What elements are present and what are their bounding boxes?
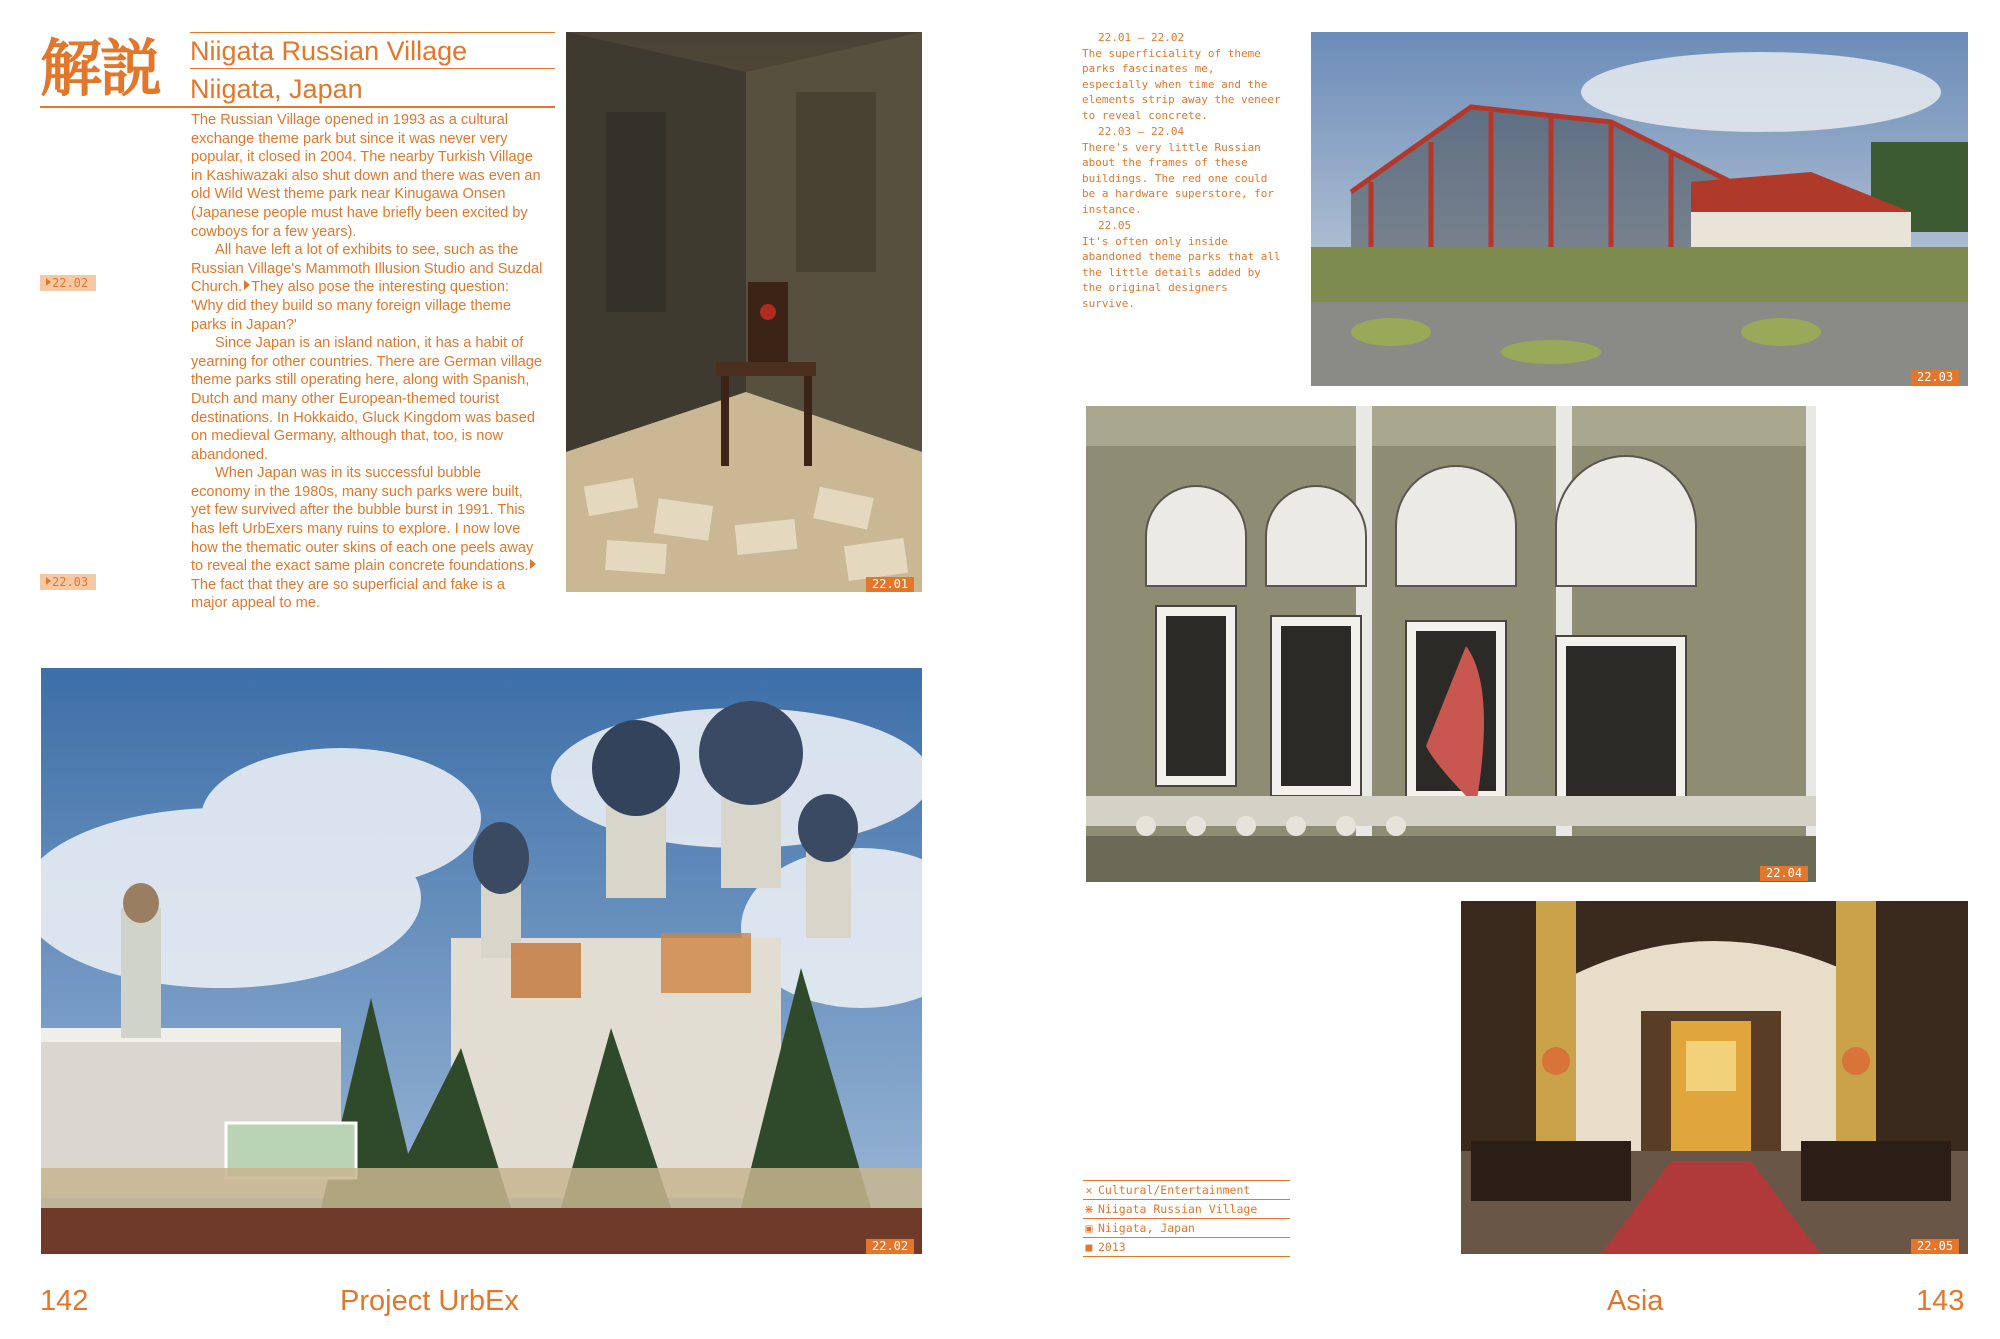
boxed-square-icon: ▣ [1085, 1221, 1093, 1235]
photo-caption-22-01: 22.01 [866, 577, 914, 592]
photo-caption-22-02: 22.02 [866, 1239, 914, 1254]
cross-icon: ✕ [1085, 1183, 1093, 1197]
paragraph: All have left a lot of exhibits to see, such as the Russian Village's Mammoth Illusion Studio and Suzdal Church. They also pose the interesting question: 'Why did they build so many foreign village theme parks in Japan?' [191, 242, 543, 333]
ref-arrow-icon [46, 577, 51, 585]
paragraph: When Japan was in its successful bubble economy in the 1980s, many such parks were built, yet few survived after the bubble burst in 1991. This has left UrbExers many ruins to explore. I now love how the thematic outer skins of each one peels away to reveal the exact same plain concrete foundations.The fact that they are so superficial and fake is a major appeal to me. [191, 464, 543, 613]
meta-year: ■ 2013 [1083, 1238, 1290, 1257]
ref-arrow-icon [244, 280, 250, 290]
caption-number: 22.01 – 22.02 [1098, 31, 1185, 44]
caption-block-3 [1082, 218, 1287, 312]
paragraph: The Russian Village opened in 1993 as a cultural exchange theme park but since it was never very popular, it closed in 2004. The nearby Turkish Village in Kashiwazaki also shut down and there was even an old Wild West theme park near Kinugawa Onsen (Japanese people must have briefly been excited by cowboys for a few years). [191, 112, 541, 240]
star-grid-icon: ⋇ [1084, 1202, 1094, 1216]
page-number-left: 142 [40, 1285, 89, 1317]
caption-text: There's very little Russian about the frames of these buildings. The red one could be a hardware superstore, for instance. [1082, 140, 1275, 216]
margin-ref-tag: 22.02 [40, 275, 96, 291]
caption-block-2 [1082, 124, 1287, 218]
kanji-heading: 解説 [40, 32, 161, 105]
photo-22-02 [41, 668, 922, 1254]
title-top-rule [190, 32, 555, 33]
photo-22-04 [1086, 406, 1816, 882]
square-icon: ■ [1085, 1240, 1093, 1254]
article-title: Niigata Russian Village [190, 36, 468, 66]
title-mid-rule [190, 68, 555, 69]
photo-22-03 [1311, 32, 1968, 386]
margin-ref-tag: 22.03 [40, 574, 96, 590]
photo-caption-22-04: 22.04 [1760, 866, 1808, 881]
heading-rule [40, 106, 555, 108]
ref-arrow-icon [46, 278, 51, 286]
page-number-right: 143 [1916, 1285, 1965, 1317]
caption-number: 22.05 [1098, 219, 1132, 232]
ref-arrow-icon [530, 559, 536, 569]
caption-block-1 [1082, 30, 1287, 124]
caption-text: It's often only inside abandoned theme parks that all the little details added by the original designers survive. [1082, 234, 1281, 310]
caption-number: 22.03 – 22.04 [1098, 125, 1185, 138]
caption-text: The superficiality of theme parks fascinates me, especially when time and the elements strip away the veneer to reveal concrete. [1082, 46, 1281, 122]
meta-place: ⋇ Niigata Russian Village [1083, 1200, 1290, 1219]
running-section: Asia [1607, 1285, 1664, 1317]
meta-location: ▣ Niigata, Japan [1083, 1219, 1290, 1238]
photo-22-05 [1461, 901, 1968, 1254]
photo-22-01 [566, 32, 922, 592]
paragraph: Since Japan is an island nation, it has a habit of yearning for other countries. There are German village theme parks still operating here, along with Spanish, Dutch and many other European-themed tourist destinations. In Hokkaido, Gluck Kingdom was based on medieval Germany, although that, too, is now abandoned. [191, 335, 542, 463]
running-title: Project UrbEx [340, 1285, 519, 1317]
photo-caption-22-03: 22.03 [1911, 370, 1959, 385]
article-location: Niigata, Japan [190, 74, 363, 104]
meta-category: ✕ Cultural/Entertainment [1083, 1181, 1290, 1200]
article-body [191, 111, 543, 613]
photo-caption-22-05: 22.05 [1911, 1239, 1959, 1254]
